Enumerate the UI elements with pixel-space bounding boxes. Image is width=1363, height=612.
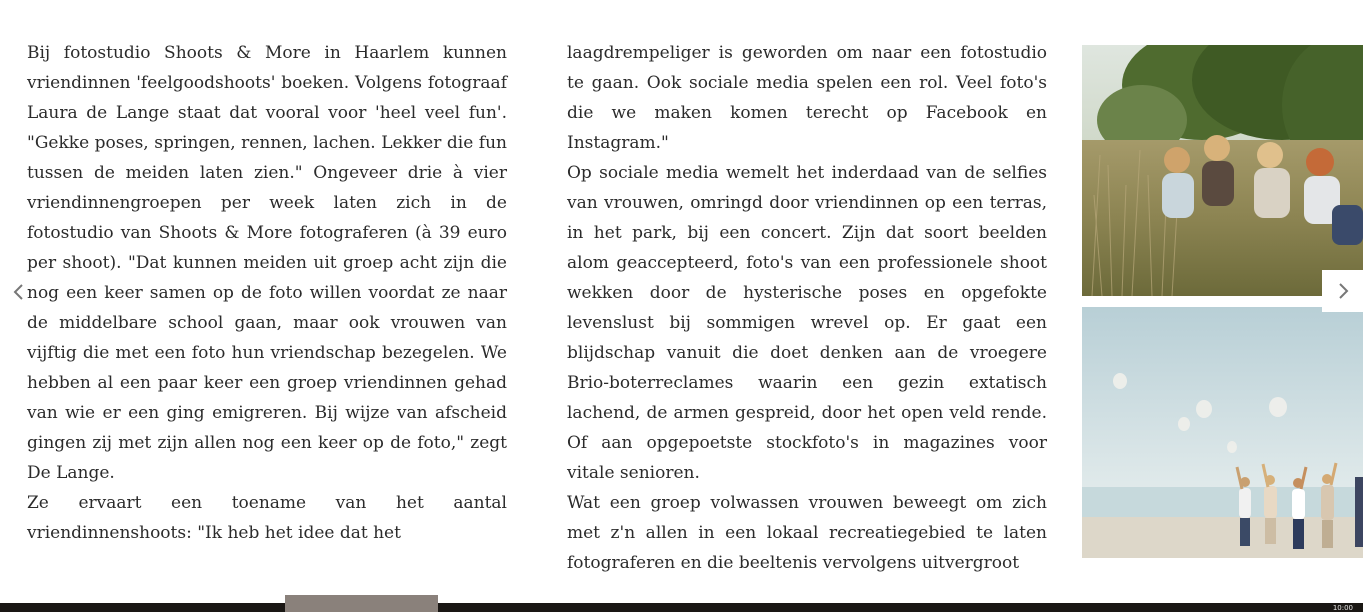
article-column-right bbox=[567, 38, 1047, 578]
taskbar-thumbnail[interactable] bbox=[285, 595, 438, 612]
photo-friends-on-beach-image bbox=[1082, 307, 1363, 558]
photo-friends-in-grass[interactable] bbox=[1082, 45, 1363, 296]
article-column-left bbox=[27, 38, 507, 548]
chevron-left-icon bbox=[12, 283, 26, 301]
taskbar-clock: 10:00 bbox=[1332, 604, 1353, 612]
previous-page-button[interactable] bbox=[6, 272, 32, 312]
article-paragraph: Bij fotostudio Shoots & More in Haarlem kunnen vriendinnen 'feelgoodshoots' boeken. Volgens fotograaf Laura de Lange staat dat vooral voor 'heel veel fun'. "Gekke poses, springen, rennen, lachen. Lekker die fun tussen de meiden laten zien." Ongeveer drie à vier vriendinnengroepen per week laten zich in de fotostudio van Shoots & More fotograferen (à 39 euro per shoot). "Dat kunnen meiden uit groep acht zijn die nog een keer samen op de foto willen voordat ze naar de middelbare school gaan, maar ook vrouwen van vijftig die met een foto hun vriendschap bezegelen. We hebben al een paar keer een groep vriendinnen gehad van wie er een ging emigreren. Bij wijze van afscheid gingen zij met zijn allen nog een keer op de foto," zegt De Lange. bbox=[27, 43, 507, 483]
article-paragraph: Op sociale media wemelt het inderdaad van de selfies van vrouwen, omringd door vriendinnen op een terras, in het park, bij een concert. Zijn dat soort beelden alom geaccepteerd, foto's van een professionele shoot wekken door de hysterische poses en opgefokte levenslust bij sommigen wrevel op. Er gaat een blijdschap vanuit die doet denken aan de vroegere Brio-boterreclames waarin een gezin extatisch lachend, de armen gespreid, door het open veld rende. Of aan opgepoetste stockfoto's in magazines voor vitale senioren. bbox=[567, 163, 1047, 483]
article-paragraph: laagdrempeliger is geworden om naar een fotostudio te gaan. Ook sociale media spelen een rol. Veel foto's die we maken komen terecht op Facebook en Instagram." bbox=[567, 43, 1047, 153]
article-paragraph: Ze ervaart een toename van het aantal vriendinnenshoots: "Ik heb het idee dat het bbox=[27, 493, 507, 543]
next-page-button[interactable] bbox=[1322, 270, 1363, 312]
photo-friends-in-grass-image bbox=[1082, 45, 1363, 296]
chevron-right-icon bbox=[1336, 282, 1350, 300]
article-paragraph: Wat een groep volwassen vrouwen beweegt om zich met z'n allen in een lokaal recreatiegebied te laten fotograferen en die beeltenis vervolgens uitvergroot bbox=[567, 493, 1047, 573]
photo-friends-on-beach[interactable] bbox=[1082, 307, 1363, 558]
taskbar bbox=[0, 603, 1363, 612]
